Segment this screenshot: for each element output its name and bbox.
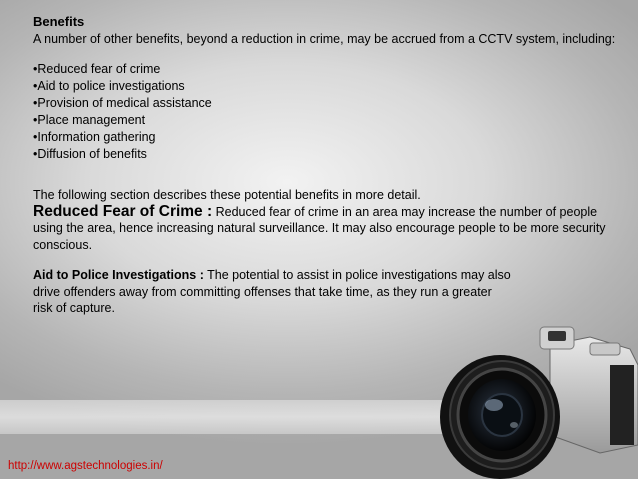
reduced-fear-text: Reduced fear of crime in an area may increase the number of people using the area, hence increasing natural surveillance. It may also encourage people to be more security conscious. [33, 204, 606, 252]
aid-police-paragraph [33, 267, 513, 317]
slide-content [33, 14, 618, 317]
reduced-fear-paragraph [33, 204, 618, 254]
list-item: •Aid to police investigations [33, 79, 185, 93]
benefits-title: Benefits [33, 14, 85, 29]
reduced-fear-heading: Reduced Fear of Crime : [33, 202, 213, 220]
list-item: •Provision of medical assistance [33, 96, 212, 110]
benefits-list [33, 61, 618, 163]
list-item: •Reduced fear of crime [33, 62, 161, 76]
list-item: •Place management [33, 113, 146, 127]
section-lead: The following section describes these potential benefits in more detail. [33, 188, 421, 202]
list-item: •Information gathering [33, 130, 156, 144]
footer-link[interactable]: http://www.agstechnologies.in/ [8, 460, 163, 472]
aid-police-heading: Aid to Police Investigations : [33, 268, 204, 282]
list-item: •Diffusion of benefits [33, 147, 147, 161]
aid-police-text: The potential to assist in police investigations may also drive offenders away from committing offenses that take time, as they run a greater risk of capture. [33, 268, 511, 315]
camera-icon [440, 325, 638, 479]
benefits-intro: A number of other benefits, beyond a reduction in crime, may be accrued from a CCTV system, including: [33, 31, 616, 46]
